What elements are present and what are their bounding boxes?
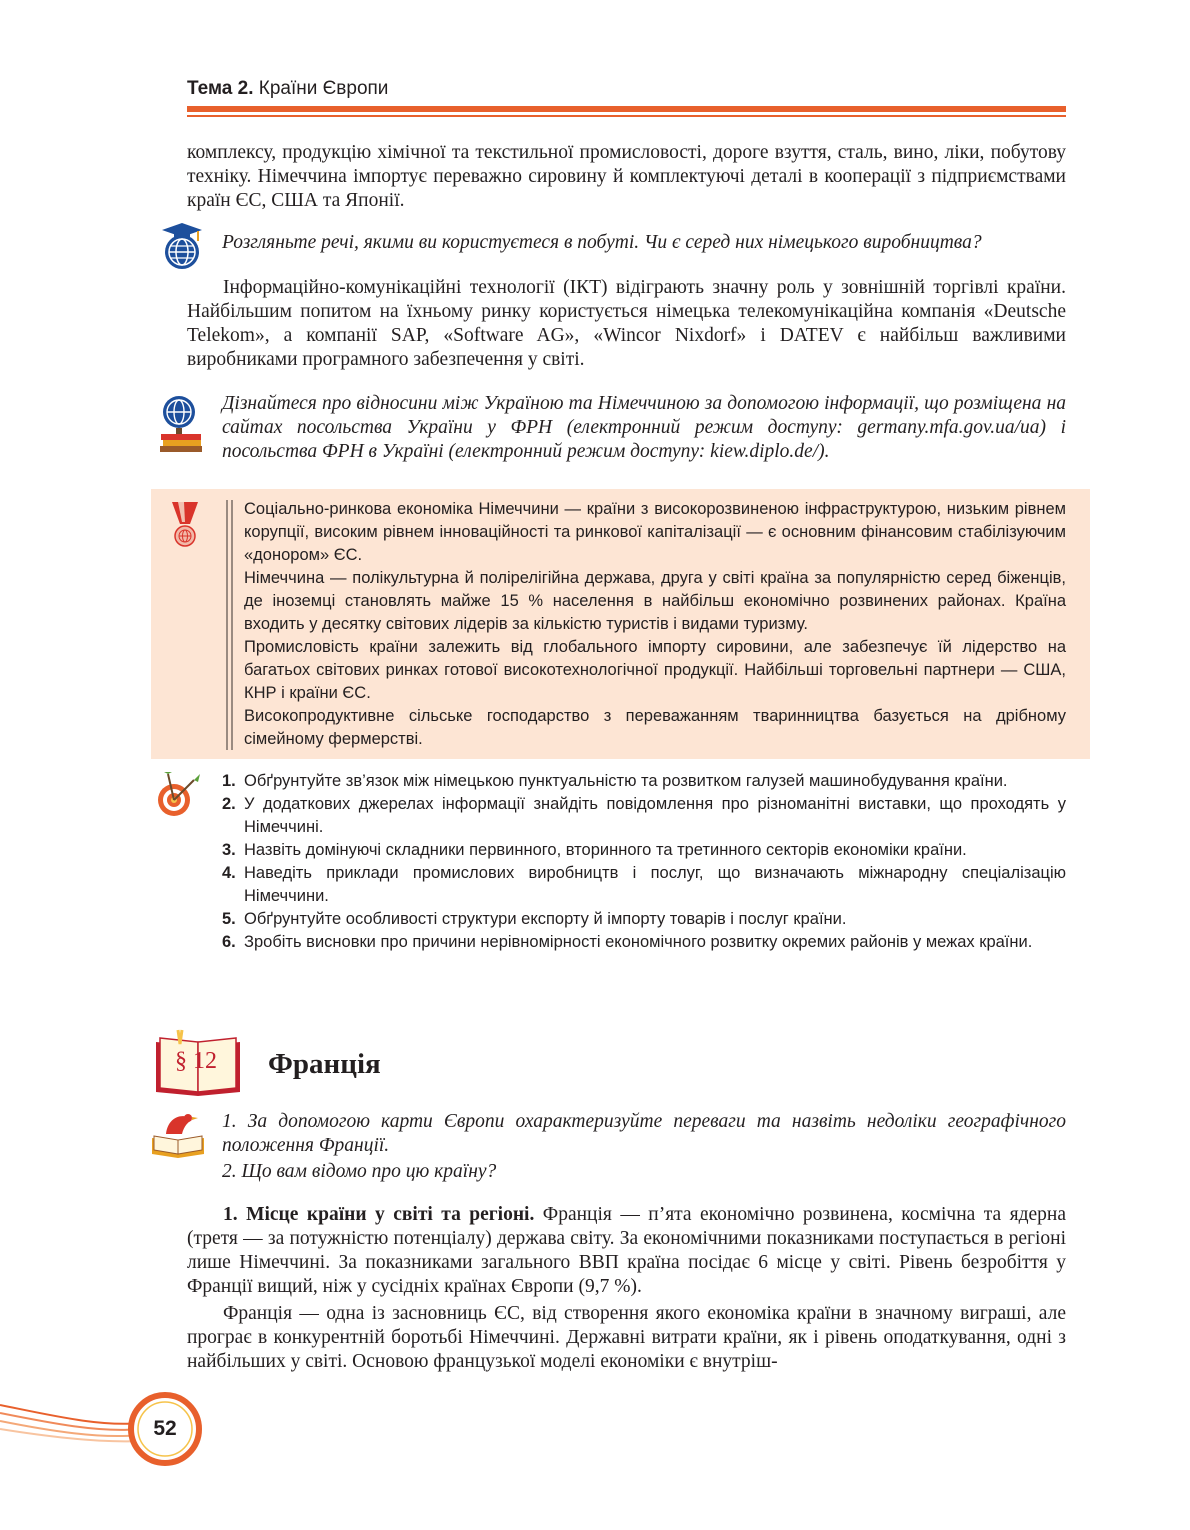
question-number: 1.	[222, 772, 236, 790]
medal-icon	[170, 502, 200, 548]
body-paragraph-3	[187, 1203, 1066, 1299]
page-number: 52	[153, 1417, 177, 1440]
section-number: § 12	[175, 1048, 217, 1074]
intro-question-1: 1. За допомогою карти Європи охарактеризуйте переваги та назвіть недоліки географічного положення Франції.	[222, 1111, 1066, 1156]
header-rule-thin	[187, 115, 1066, 117]
box-rule	[231, 500, 233, 750]
key-facts-text	[244, 498, 1066, 751]
question-number: 6.	[222, 933, 236, 951]
question-item	[222, 839, 1066, 862]
header-rule	[187, 106, 1066, 112]
graduation-globe-icon	[158, 222, 206, 272]
question-item	[222, 793, 1066, 839]
target-arrows-icon	[154, 772, 204, 820]
question-item	[222, 862, 1066, 908]
reading-bird-icon	[148, 1108, 208, 1158]
question-text: Зробіть висновки про причини нерівномірності економічного розвитку окремих районів у межах країни.	[244, 933, 1033, 951]
question-item	[222, 908, 1066, 931]
section-title: Франція	[268, 1048, 381, 1080]
fact-item: Соціально-ринкова економіка Німеччини — країни з високорозвиненою інфраструктурою, низьким рівнем корупції, високим рівнем інноваційності та ринкової капіталізації — є основним фінансовим стабілізуючим «донором» ЄС.	[244, 500, 1066, 564]
subsection-heading: 1. Місце країни у світі та регіоні.	[223, 1204, 535, 1225]
inline-question: Розгляньте речі, якими ви користуєтеся в побуті. Чи є серед них німецького виробництва?	[222, 232, 982, 253]
question-text: Назвіть домінуючі складники первинного, вторинного та третинного секторів економіки країни.	[244, 841, 967, 859]
fact-item: Високопродуктивне сільське господарство з переважанням тваринництва базується на дрібному сімейному фермерстві.	[244, 707, 1066, 748]
question-text: Наведіть приклади промислових виробництв і послуг, що визначають міжнародну спеціалізацію Німеччини.	[244, 864, 1066, 905]
body-paragraph-2: Інформаційно-комунікаційні технології (ІКТ) відіграють значну роль у зовнішній торгівлі країни. Найбільшим попитом на їхньому ринку користується німецька телекомунікаційна компанія «Deutsche Telekom», а компанії SAP, «Software AG», «Wincor Nixdorf» і DATEV є найбільш важливими виробниками програмного забезпечення у світі.	[187, 277, 1066, 370]
body-paragraph-4: Франція — одна із засновниць ЄС, від створення якого економіка країни в значному виграші, але програє в конкурентній боротьбі Німеччині. Державні витрати країни, як і рівень оподаткування, одні з найбільших у світі. Основою французької моделі економіки є внутріш-	[187, 1303, 1066, 1372]
question-item	[222, 931, 1066, 954]
box-rule	[226, 500, 228, 750]
globe-books-icon	[155, 392, 207, 454]
question-text: Обґрунтуйте зв’язок між німецькою пунктуальністю та розвитком галузей машинобудування країни.	[244, 772, 1008, 790]
body-paragraph-1: комплексу, продукцію хімічної та текстильної промисловості, дороге взуття, сталь, вино, ліки, побутову техніку. Німеччина імпортує переважно сировину й комплектуючі деталі в кооперації з підприємствами країн ЄС, США та Японії.	[187, 142, 1066, 211]
topic-title: Країни Європи	[258, 78, 389, 99]
question-number: 2.	[222, 795, 236, 813]
find-out-task: Дізнайтеся про відносини між Україною та Німеччиною за допомогою інформації, що розміщена на сайтах посольства України у ФРН (електронний режим доступу: germany.mfa.gov.ua/ua) і посольства ФРН в Україні (електронний режим доступу: kiew.diplo.de/).	[222, 393, 1066, 462]
fact-item: Німеччина — полікультурна й полірелігійна держава, друга у світі країна за популярністю серед біженців, де іноземці становлять майже 15 % населення в найбільш економічно розвинених районах. Країна входить у десятку світових лідерів за кількістю туристів і видами туризму.	[244, 569, 1066, 633]
running-header	[187, 78, 388, 100]
question-item	[222, 770, 1066, 793]
question-number: 3.	[222, 841, 236, 859]
fact-item: Промисловість країни залежить від глобального імпорту сировини, але забезпечує їй лідерство на багатьох світових ринках готової високотехнологічної продукції. Найбільші торговельні партнери — США, КНР і країни ЄС.	[244, 638, 1066, 702]
question-number: 4.	[222, 864, 236, 882]
review-questions	[222, 770, 1066, 954]
question-number: 5.	[222, 910, 236, 928]
topic-label: Тема 2.	[187, 78, 254, 99]
question-text: У додаткових джерелах інформації знайдіть повідомлення про різноманітні виставки, що проходять у Німеччині.	[244, 795, 1066, 836]
intro-question-2: 2. Що вам відомо про цю країну?	[222, 1161, 497, 1182]
question-text: Обґрунтуйте особливості структури експорту й імпорту товарів і послуг країни.	[244, 910, 847, 928]
subsection-text: Франція — п’ята економічно розвинена, космічна та ядерна (третя — за потужністю потенціалу) держава світу. За економічними показниками поступається в регіоні лише Німеччині. За показниками загального ВВП країна посідає 6 місце у світі. Рівень безробіття у Франції вищий, ніж у сусідніх країнах Європи (9,7 %).	[187, 1204, 1066, 1297]
